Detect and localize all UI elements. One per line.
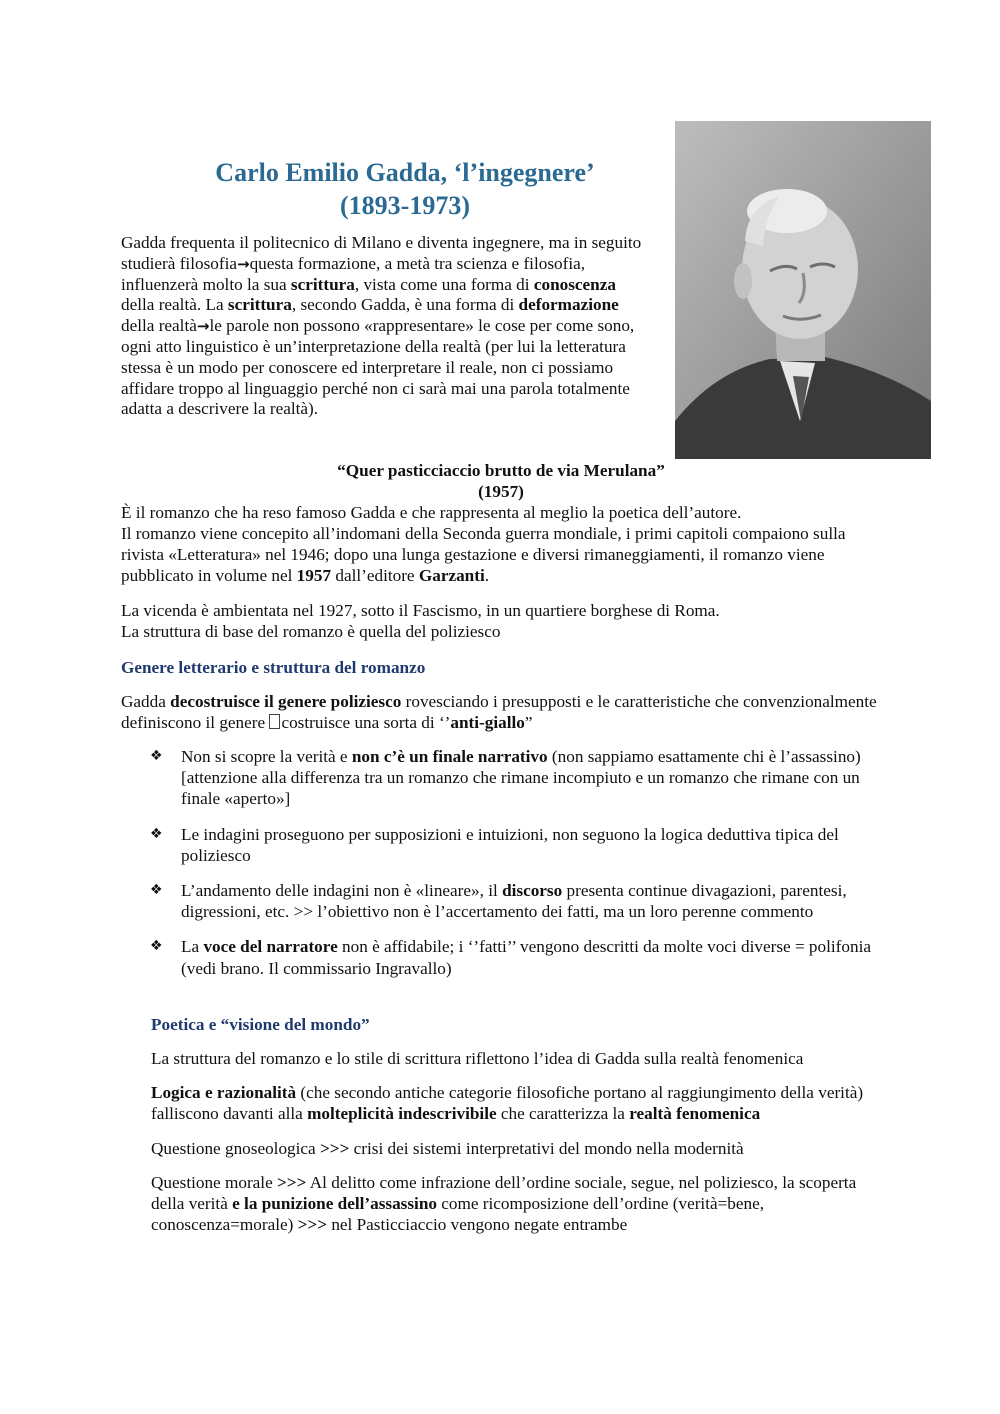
- missing-glyph-icon: [269, 714, 280, 729]
- portrait-icon: [675, 121, 931, 459]
- list-item: ❖ L’andamento delle indagini non è «lineare», il discorso presenta continue divagazioni, parentesi, digressioni, etc. >> l’obiettivo non è l’accertamento dei fatti, ma un loro perenne commento: [150, 881, 847, 922]
- arrow-icon: →: [236, 254, 250, 273]
- page-title-years: (1893-1973): [340, 191, 470, 220]
- poetica-paragraph-3: Questione gnoseologica >>> crisi dei sistemi interpretativi del mondo nella modernità: [151, 1139, 744, 1158]
- poetica-paragraph-2: Logica e razionalità (che secondo antiche categorie filosofiche portano al raggiungimento della verità) falliscono davanti alla molteplicità indescrivibile che caratterizza la realtà fenomenica: [151, 1083, 864, 1123]
- poetica-paragraph-1: La struttura del romanzo e lo stile di scrittura riflettono l’idea di Gadda sulla realtà fenomenica: [151, 1049, 804, 1068]
- page-title: Carlo Emilio Gadda, ‘l’ingegnere’: [215, 158, 595, 187]
- arrow-icon: →: [196, 317, 210, 336]
- section-heading-genre: Genere letterario e struttura del romanzo: [121, 658, 426, 677]
- genre-paragraph: Gadda decostruisce il genere poliziesco rovesciando i presupposti e le caratteristiche che convenzionalmente definiscono il genere costruisce una sorta di ‘’anti-giallo”: [121, 692, 877, 732]
- poetica-paragraph-4: Questione morale >>> Al delitto come infrazione dell’ordine sociale, segue, nel poliziesco, la scoperta della verità e la punizione dell’assassino come ricomposizione dell’ordine (verità=bene, conoscenza=morale) >>> nel Pasticciaccio vengono negate entrambe: [151, 1173, 857, 1234]
- section-heading-poetica: Poetica e “visione del mondo”: [151, 1015, 370, 1034]
- list-item: ❖ Non si scopre la verità e non c’è un finale narrativo (non sappiamo esattamente chi è l’assassino) [attenzione alla differenza tra un romanzo che rimane incompiuto e un romanzo che rimane con un finale «aperto»]: [150, 747, 861, 809]
- list-item: ❖ La voce del narratore non è affidabile; i ‘’fatti’’ vengono descritti da molte voci diverse = polifonia (vedi brano. Il commissario Ingravallo): [150, 937, 871, 978]
- diamond-bullet-icon: ❖: [150, 825, 163, 842]
- novel-description: È il romanzo che ha reso famoso Gadda e che rappresenta al meglio la poetica dell’autore. Il romanzo viene concepito all’indomani della Seconda guerra mondiale, i primi capitoli compaiono sulla rivista «Letteratura» nel 1946; dopo una lunga gestazione e diversi rimaneggiamenti, il romanzo viene pubblicato in volume nel 1957 dall’editore Garzanti.: [121, 503, 846, 585]
- diamond-bullet-icon: ❖: [150, 938, 163, 955]
- diamond-bullet-icon: ❖: [150, 748, 163, 764]
- novel-year: (1957): [478, 482, 524, 501]
- portrait-photo: [675, 121, 931, 459]
- list-item: ❖ Le indagini proseguono per supposizioni e intuizioni, non seguono la logica deduttiva tipica del poliziesco: [150, 824, 839, 865]
- novel-title: “Quer pasticciaccio brutto de via Merulana”: [337, 461, 665, 480]
- diamond-bullet-icon: ❖: [150, 882, 163, 899]
- intro-paragraph: Gadda frequenta il politecnico di Milano e diventa ingegnere, ma in seguito studierà filosofia→questa formazione, a metà tra scienza e filosofia, influenzerà molto la sua scrittura, vista come una forma di conoscenza della realtà. La scrittura, secondo Gadda, è una forma di deformazione della realtà→le parole non possono «rappresentare» le cose per come sono, ogni atto linguistico è un’interpretazione della realtà (per lui la letteratura stessa è un modo per conoscere ed interpretare il reale, non ci possiamo affidare troppo al linguaggio perché non ci sarà mai una parola totalmente adatta a descrivere la realtà).: [121, 233, 642, 419]
- novel-setting: La vicenda è ambientata nel 1927, sotto il Fascismo, in un quartiere borghese di Roma. La struttura di base del romanzo è quella del poliziesco: [121, 601, 720, 641]
- genre-bullet-list: [150, 746, 880, 993]
